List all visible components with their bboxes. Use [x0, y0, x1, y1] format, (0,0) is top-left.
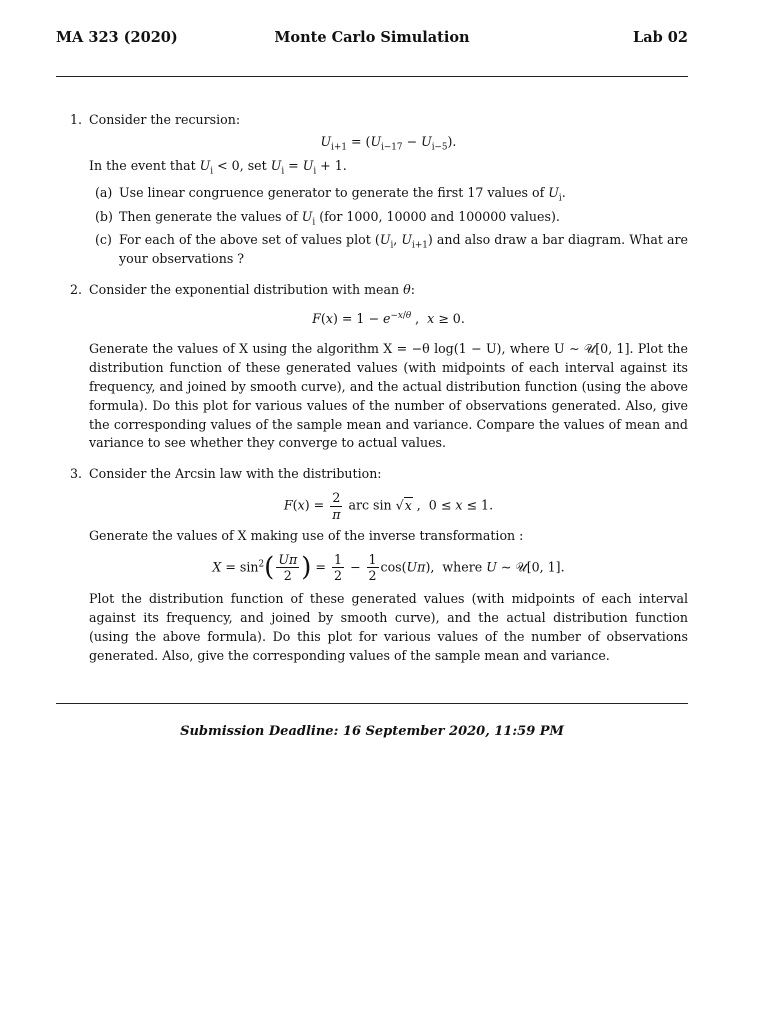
question-intro: Consider the exponential distribution with mean θ: [89, 282, 415, 298]
question-body: Plot the distribution function of these generated values (with midpoints of each interval against its frequency, and joined by smooth curve), and the actual distribution function (using the above formula). Do this plot for various values of the number of observations generated. Also, give the corresponding values of the sample mean and variance. [89, 591, 688, 663]
question-number: 2. [70, 282, 83, 298]
submission-deadline: Submission Deadline: 16 September 2020, 11:59 PM [180, 724, 564, 739]
question-3 [56, 465, 688, 665]
question-number: 1. [70, 112, 83, 127]
sub-question-list [89, 184, 688, 270]
question-2 [56, 281, 688, 453]
question-number: 3. [70, 466, 83, 482]
question-body: Generate the values of X using the algorithm X = −θ log(1 − U), where U ∼ 𝒰[0, 1]. Plot the distribution function of these generated values (with midpoints of each interval against its frequency, and joined by smooth curve), and the actual distribution function (using the above formula). Do this plot for various values of the number of observations generated. Also, give the corresponding values of the sample mean and variance. Compare the values of mean and variance to see whether they converge to actual values. [89, 341, 688, 451]
document-title: Monte Carlo Simulation [274, 29, 470, 46]
recursion-note: In the event that $U_i < 0$, set $U_i = U_i + 1$. [89, 157, 347, 177]
arcsin-cdf-equation: F(x) = $\frac{2}{\pi}$ arc sin √x , 0 ≤ x ≤ 1. [283, 490, 494, 522]
course-code: MA 323 (2020) [56, 29, 178, 46]
header-divider [56, 76, 688, 77]
page-header [56, 27, 688, 51]
question-1 [56, 111, 688, 269]
question-intro: Consider the recursion: [89, 112, 241, 127]
question-intro: Consider the Arcsin law with the distribution: [89, 466, 382, 482]
lab-number: Lab 02 [633, 29, 688, 46]
questions-list [56, 111, 688, 675]
exponential-cdf-equation: $F(x) = 1 - e^{-x/\theta}$ , x ≥ 0. [312, 310, 465, 327]
sub-question-a: (a) Use linear congruence generator to generate the first 17 values of $U_i$. [95, 184, 566, 204]
question-middle: Generate the values of X making use of the inverse transformation : [89, 527, 524, 543]
footer-divider [56, 703, 688, 704]
inverse-transform-equation: $X = \sin^2$( $\frac{U\pi}{2}$ ) = $\frac{1}{2}$ − $\frac{1}{2}$ cos(Uπ), where U ∼ 𝒰[0, 1]. [212, 551, 565, 584]
sub-question-c: (c) For each of the above set of values plot ($U_i$, $U_{i+1}$) and also draw a bar diagram. What are your observations ? [95, 232, 688, 267]
recursion-equation: $U_{i+1} = (U_{i-17} - U_{i-5})$. [320, 133, 457, 153]
sub-question-b: (b) Then generate the values of $U_i$ (for 1000, 10000 and 100000 values). [95, 208, 560, 228]
